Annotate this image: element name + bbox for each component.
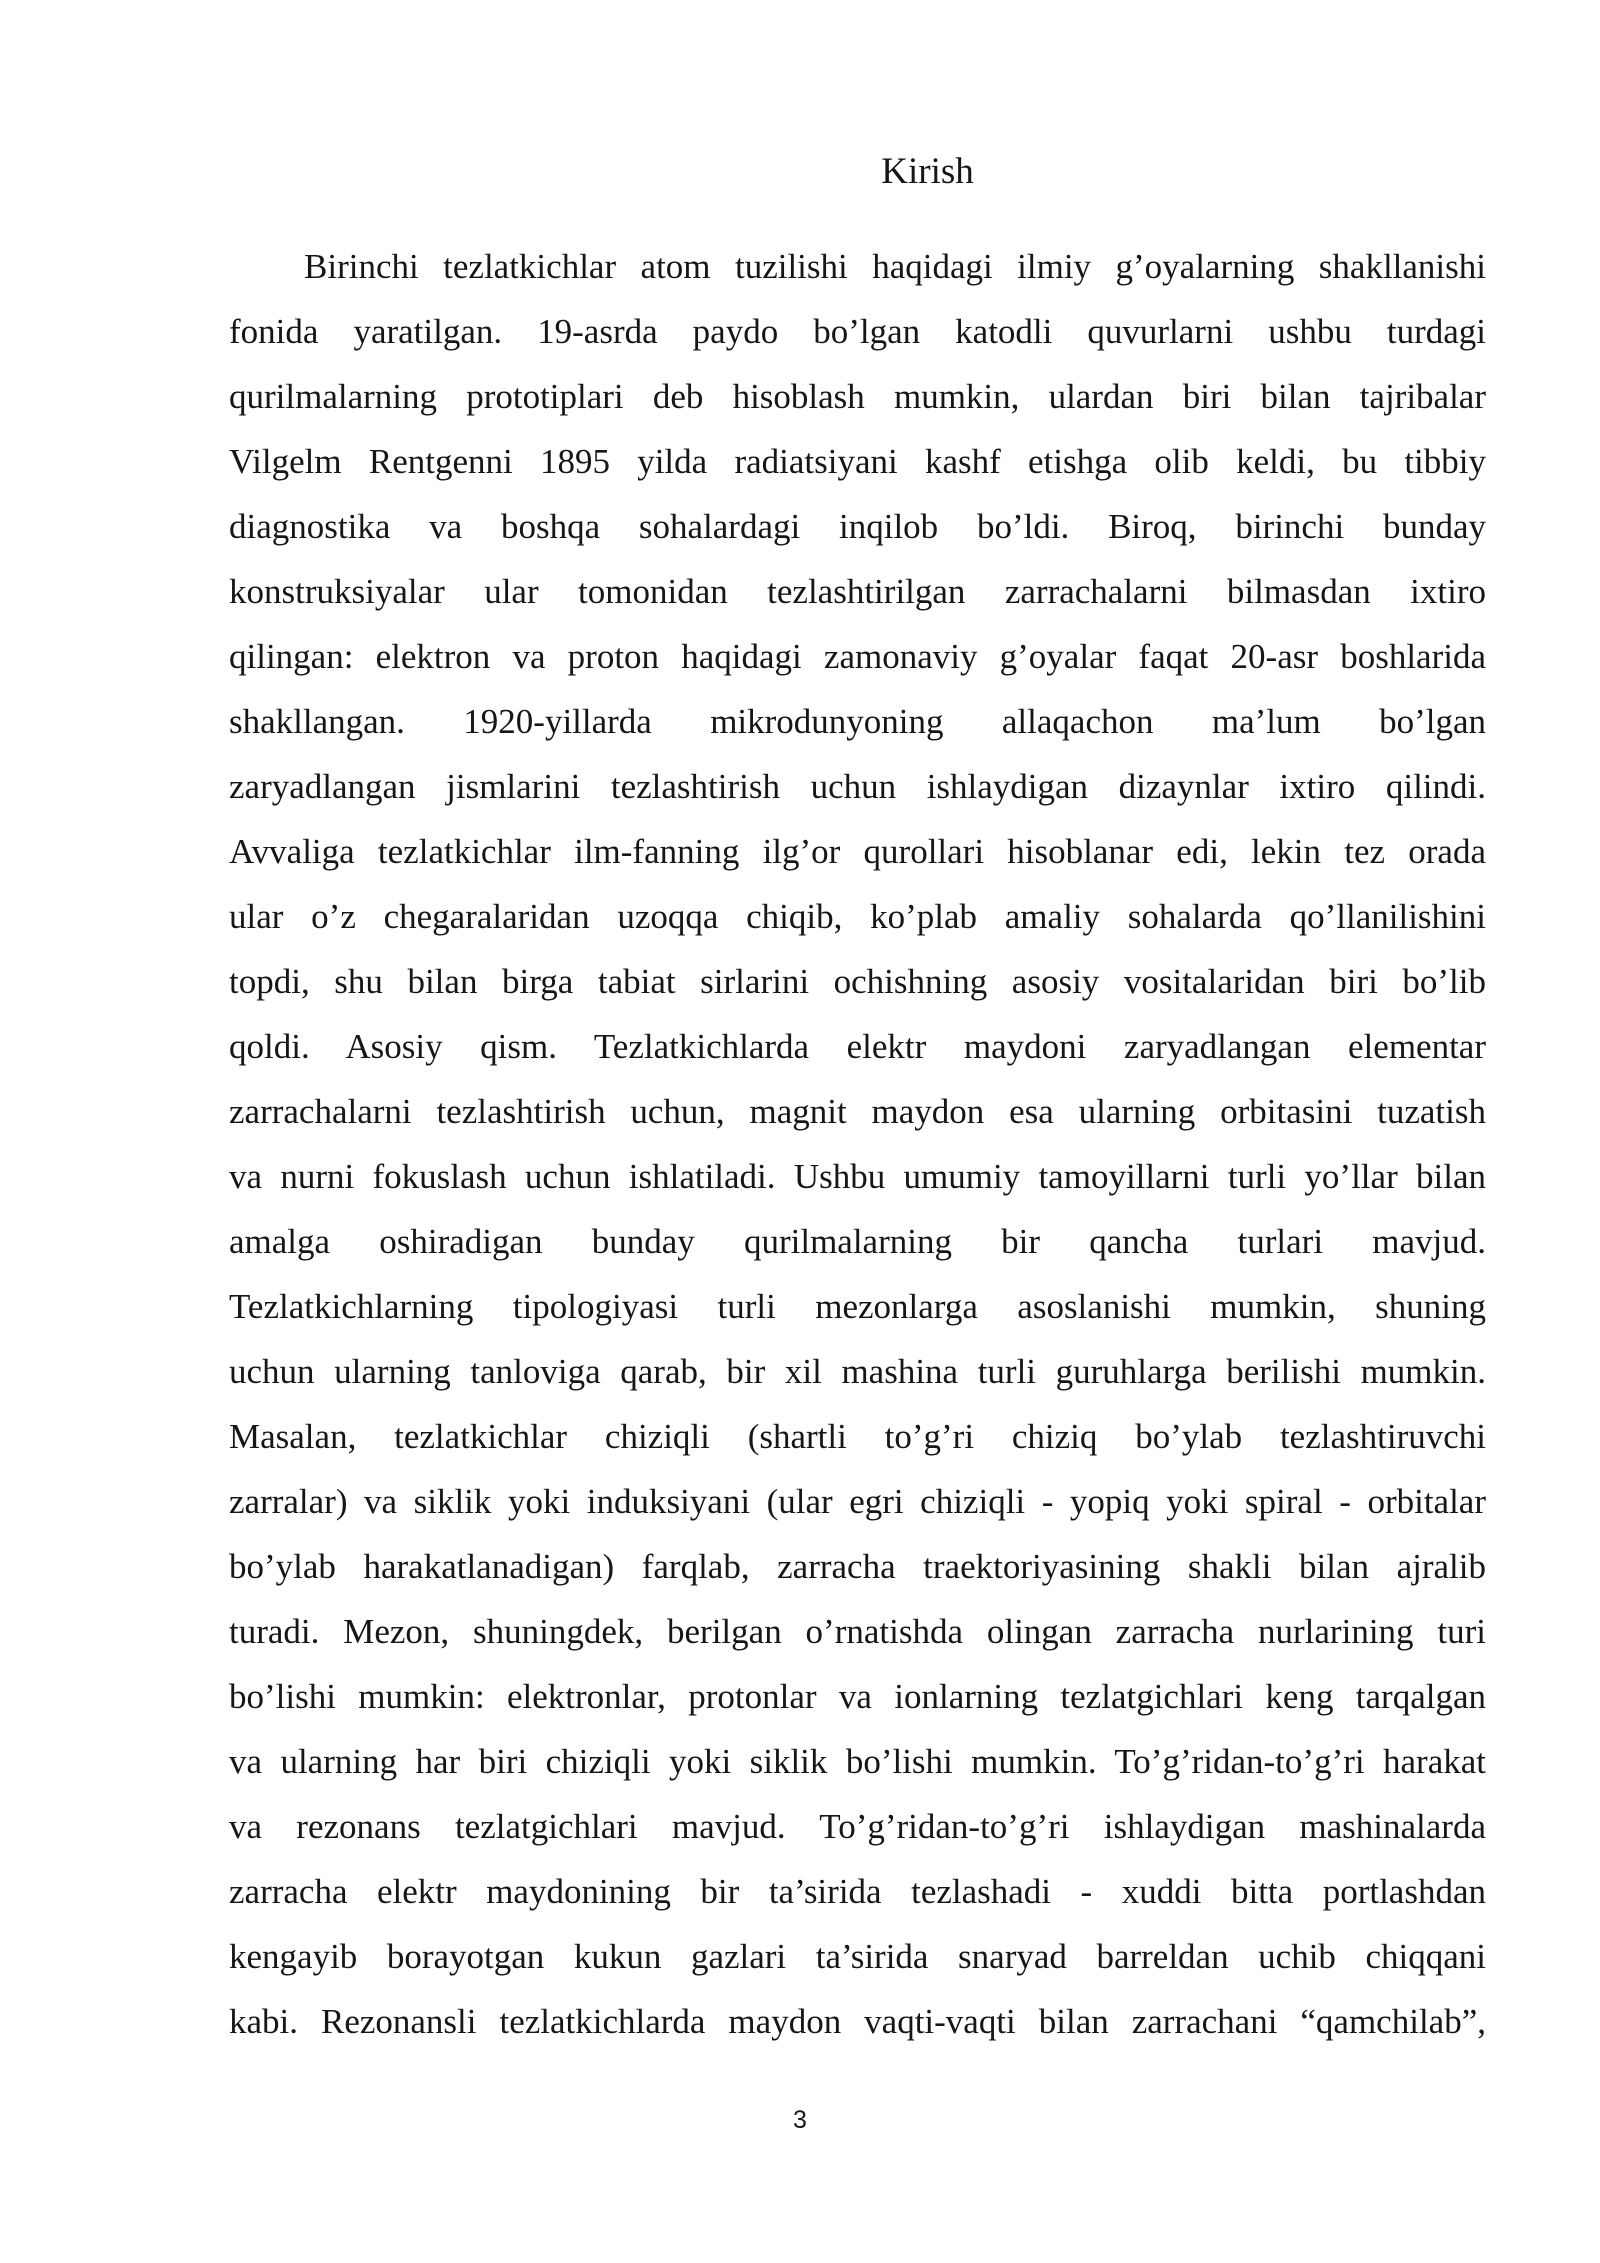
text-line: bo’lishi mumkin: elektronlar, protonlar va ionlarning tezlatgichlari keng tarqalgan <box>229 1677 1486 1716</box>
text-line: topdi, shu bilan birga tabiat sirlarini ochishning asosiy vositalaridan biri bo’lib <box>229 962 1486 1001</box>
text-line: qurilmalarning prototiplari deb hisoblash mumkin, ulardan biri bilan tajribalar <box>229 377 1486 416</box>
text-line: zarracha elektr maydonining bir ta’sirida tezlashadi - xuddi bitta portlashdan <box>229 1872 1486 1911</box>
text-line: diagnostika va boshqa sohalardagi inqilob bo’ldi. Biroq, birinchi bunday <box>229 507 1486 546</box>
page-number: 3 <box>793 2106 807 2134</box>
text-line: uchun ularning tanloviga qarab, bir xil mashina turli guruhlarga berilishi mumkin. <box>229 1352 1486 1391</box>
text-line: ular o’z chegaralaridan uzoqqa chiqib, ko’plab amaliy sohalarda qo’llanilishini <box>229 897 1486 936</box>
text-line: Tezlatkichlarning tipologiyasi turli mezonlarga asoslanishi mumkin, shuning <box>229 1287 1486 1326</box>
text-line: va nurni fokuslash uchun ishlatiladi. Ushbu umumiy tamoyillarni turli yo’llar bilan <box>229 1157 1486 1196</box>
text-line: kengayib borayotgan kukun gazlari ta’sirida snaryad barreldan uchib chiqqani <box>229 1937 1486 1976</box>
text-line: Avvaliga tezlatkichlar ilm-fanning ilg’or qurollari hisoblanar edi, lekin tez orada <box>229 832 1486 871</box>
text-line: Birinchi tezlatkichlar atom tuzilishi haqidagi ilmiy g’oyalarning shakllanishi <box>304 247 1486 286</box>
text-line: amalga oshiradigan bunday qurilmalarning bir qancha turlari mavjud. <box>229 1222 1486 1261</box>
text-line: qilingan: elektron va proton haqidagi zamonaviy g’oyalar faqat 20-asr boshlarida <box>229 637 1486 676</box>
body-text <box>229 234 1486 2054</box>
text-line: bo’ylab harakatlanadigan) farqlab, zarracha traektoriyasining shakli bilan ajralib <box>229 1547 1486 1586</box>
page-title: Kirish <box>881 151 974 192</box>
text-line: shakllangan. 1920-yillarda mikrodunyoning allaqachon ma’lum bo’lgan <box>229 702 1486 741</box>
text-line: konstruksiyalar ular tomonidan tezlashtirilgan zarrachalarni bilmasdan ixtiro <box>229 572 1486 611</box>
text-line: fonida yaratilgan. 19-asrda paydo bo’lgan katodli quvurlarni ushbu turdagi <box>229 312 1486 351</box>
text-line: zaryadlangan jismlarini tezlashtirish uchun ishlaydigan dizaynlar ixtiro qilindi. <box>229 767 1486 806</box>
text-line: va ularning har biri chiziqli yoki siklik bo’lishi mumkin. To’g’ridan-to’g’ri harakat <box>229 1742 1486 1781</box>
text-line: zarralar) va siklik yoki induksiyani (ular egri chiziqli - yopiq yoki spiral - orbitalar <box>229 1482 1486 1521</box>
text-line: turadi. Mezon, shuningdek, berilgan o’rnatishda olingan zarracha nurlarining turi <box>229 1612 1486 1651</box>
text-line: Vilgelm Rentgenni 1895 yilda radiatsiyani kashf etishga olib keldi, bu tibbiy <box>229 442 1486 481</box>
text-line: qoldi. Asosiy qism. Tezlatkichlarda elektr maydoni zaryadlangan elementar <box>229 1027 1486 1066</box>
text-line: kabi. Rezonansli tezlatkichlarda maydon vaqti-vaqti bilan zarrachani “qamchilab”, <box>229 2002 1486 2041</box>
text-line: zarrachalarni tezlashtirish uchun, magnit maydon esa ularning orbitasini tuzatish <box>229 1092 1486 1131</box>
text-line: va rezonans tezlatgichlari mavjud. To’g’ridan-to’g’ri ishlaydigan mashinalarda <box>229 1807 1486 1846</box>
text-line: Masalan, tezlatkichlar chiziqli (shartli to’g’ri chiziq bo’ylab tezlashtiruvchi <box>229 1417 1486 1456</box>
